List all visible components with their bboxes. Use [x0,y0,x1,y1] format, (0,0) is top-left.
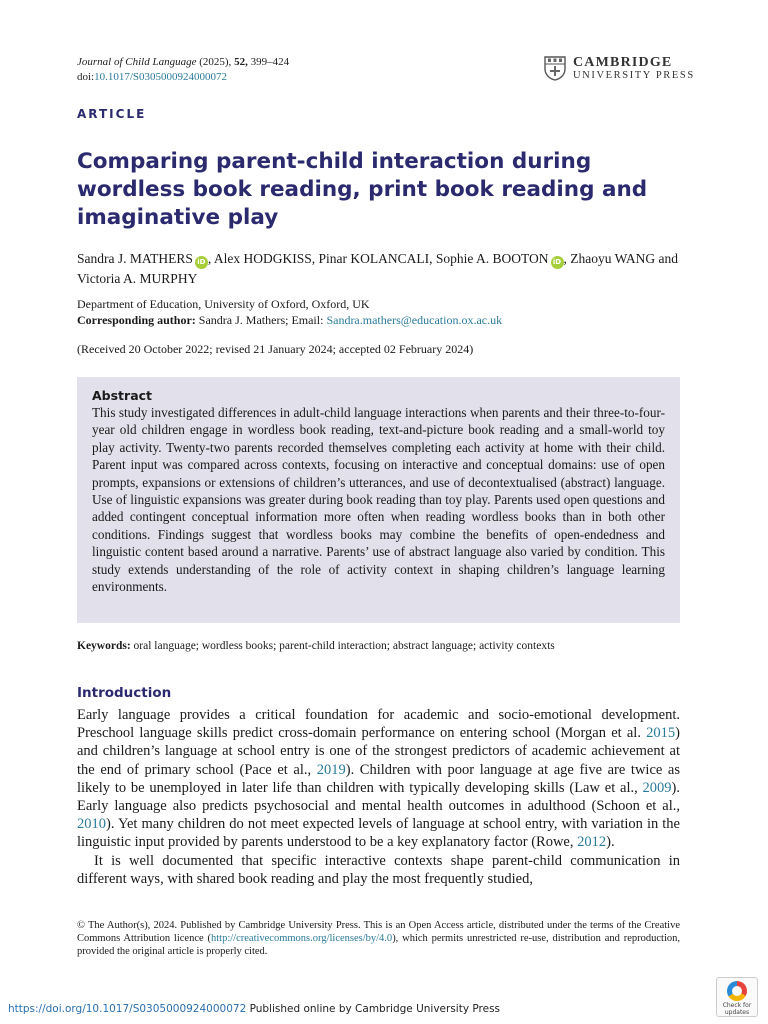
abstract-text: This study investigated differences in adult-child language interactions when parents and their three-to-four-year old children engage in wordless book reading, text-and-picture book reading and a small-world toy play activity. Twenty-two parents recorded themselves completing each activity at home with their child. Parent input was compared across contexts, focusing on interactive and conceptual domains: use of open prompts, expansions or extensions of children’s utterances, and use of decontextualised (abstract) language. Use of linguistic expansions was greater during book reading than toy play. Parents used open questions and added contingent conceptual information more often when reading wordless books than in both other conditions. Findings suggest that wordless books may combine the benefits of open-endedness and linguistic content based around a narrative. Parents’ use of abstract language also varied by condition. This study extends understanding of the role of activity context in shaping children’s language learning environments. [92,405,665,595]
citation-link[interactable]: 2015 [646,725,676,742]
section-heading-introduction: Introduction [77,685,172,701]
citation-link[interactable]: 2019 [316,761,346,778]
text-run: ). [606,834,615,851]
badge-label [717,1002,757,1016]
corresponding-author-label: Corresponding author: [77,312,196,327]
crossmark-icon [727,981,747,1001]
article-type-label: ARTICLE [77,107,147,121]
department: Department of Education, University of Oxford, Oxford, UK [77,297,370,311]
orcid-icon[interactable]: iD [195,256,208,269]
publisher-name-line1: CAMBRIDGE [573,54,673,70]
text-run: Early language provides a critical foundation for academic and socio-emotional development. Preschool language skills predict cross-domain performance on entering school (Morgan et al. [77,707,680,742]
citation-link[interactable]: 2009 [642,779,672,796]
citation-link[interactable]: 2010 [77,816,106,833]
paragraph [77,706,680,852]
check-for-updates-badge[interactable] [716,977,758,1017]
footer-published-text: Published online by Cambridge University Press [246,1003,501,1015]
license-link[interactable]: http://creativecommons.org/licenses/by/4.0 [211,933,393,944]
license-text: © The Author(s), 2024. Published by Cambridge University Press. This is an Open Access article, distributed under the terms of the Creative Commons Attribution licence ( [77,920,680,944]
journal-volume: 52, [234,56,248,68]
keywords-label: Keywords: [77,640,131,652]
abstract-heading: Abstract [92,388,153,403]
affiliation-block [77,297,687,328]
badge-label-line: Check for [722,1002,752,1009]
badge-label-line: updates [724,1009,750,1016]
author-names: , Alex HODGKISS, Pinar KOLANCALI, Sophie A. BOOTON [207,251,549,266]
text-run: ). Early language also predicts psychosocial and mental health outcomes in adulthood (Schoon et al., [77,779,680,815]
author-name: Sandra J. MATHERS [77,251,193,266]
abstract-box [77,377,680,623]
orcid-icon[interactable]: iD [551,256,564,269]
text-run: ). Yet many children do not meet expected levels of language at school entry, with variation in the linguistic input provided by parents understood to be a key explanatory factor (Rowe, [77,816,680,851]
cambridge-shield-icon [543,55,567,81]
author-list [77,249,687,288]
received-dates: (Received 20 October 2022; revised 21 January 2024; accepted 02 February 2024) [77,342,474,356]
page-footer [8,1003,500,1015]
email-link[interactable]: Sandra.mathers@education.ox.ac.uk [326,312,503,327]
publisher-logo [543,55,695,81]
doi-prefix: doi: [77,71,95,83]
license-footnote [77,919,680,958]
doi-link[interactable]: 10.1017/S0305000924000072 [94,71,228,83]
license-text: ), which permits unrestricted re-use, distribution and reproduction, provided the original article is properly cited. [77,933,681,957]
publisher-name [573,56,695,81]
publisher-name-line2: UNIVERSITY PRESS [573,69,695,81]
paragraph: It is well documented that specific interactive contexts shape parent-child communication in different ways, with shared book reading and play the most frequently studied, [77,852,680,887]
keywords-line [77,640,687,652]
journal-citation-line [77,55,289,70]
journal-pages: 399–424 [250,56,290,68]
journal-year: (2025), [199,56,232,68]
article-title: Comparing parent-child interaction during wordless book reading, print book reading and imaginative play [77,149,648,230]
footer-doi-link[interactable]: https://doi.org/10.1017/S0305000924000072 [8,1003,247,1015]
journal-citation [77,55,289,85]
introduction-body [77,706,680,888]
journal-name: Journal of Child Language [77,56,197,68]
author-names: , Zhaoyu WANG and Victoria A. MURPHY [77,251,678,286]
keywords-text: oral language; wordless books; parent-child interaction; abstract language; activity contexts [130,640,555,652]
text-run: ) and children’s language at school entry is one of the strongest predictors of academic achievement at the end of primary school (Pace et al., [77,725,680,778]
corresponding-author-line [77,313,687,329]
text-run: ). Children with poor language at age five are twice as likely to be unemployed in later life than children with typically developing skills (Law et al., [77,761,680,796]
doi-line [77,70,289,85]
citation-link[interactable]: 2012 [577,834,607,851]
corresponding-author-text: Sandra J. Mathers; Email: [195,312,327,327]
